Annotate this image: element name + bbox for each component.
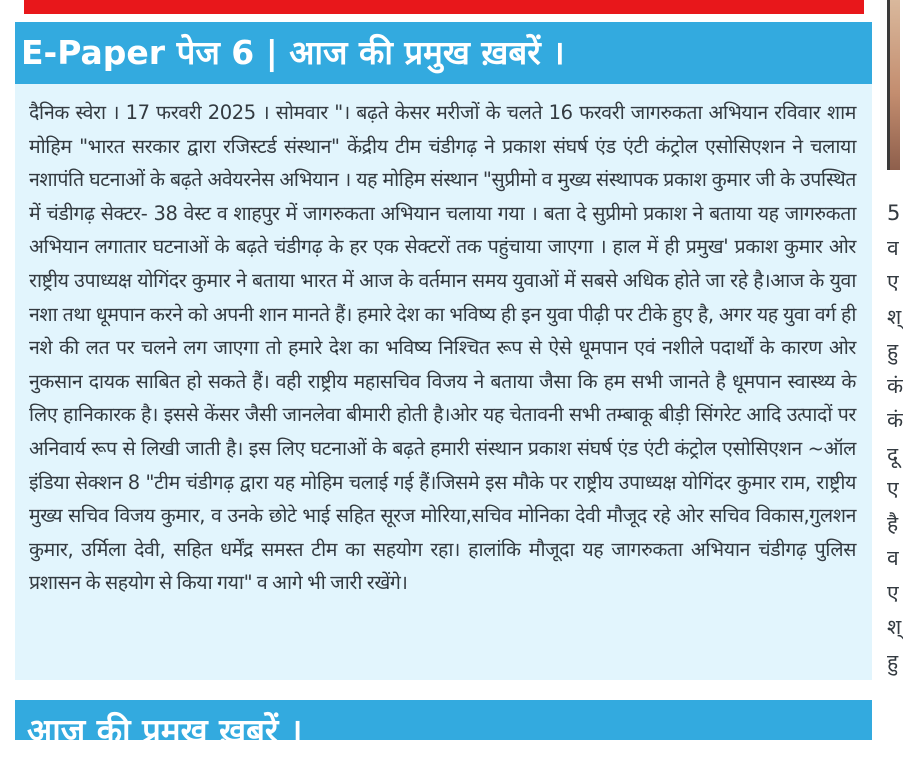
top-red-bar — [24, 0, 864, 14]
column-fragment: दू — [887, 442, 899, 467]
column-fragment: हु — [887, 649, 899, 674]
headline: E-Paper पेज 6 | आज की प्रमुख ख़बरें । — [15, 22, 872, 84]
column-fragment: ए — [887, 477, 899, 501]
column-fragment: व — [887, 235, 899, 260]
next-headline: आज की प्रमुख ख़बरें । — [15, 700, 872, 740]
column-fragment: कं — [887, 408, 903, 432]
adjacent-column — [887, 196, 903, 679]
column-fragment: हु — [887, 339, 899, 363]
column-fragment: 5 — [887, 201, 901, 225]
column-fragment: श् — [887, 304, 902, 329]
column-fragment: श् — [887, 615, 902, 639]
side-image — [887, 0, 900, 170]
column-fragment: कं — [887, 373, 903, 398]
column-fragment: ए — [887, 270, 899, 294]
article-box — [15, 84, 872, 680]
column-fragment: व — [887, 546, 899, 570]
column-fragment: ए — [887, 580, 899, 605]
column-fragment: है — [887, 511, 899, 536]
article-body: दैनिक स्वेरा । 17 फरवरी 2025 । सोमवार "। बढ़ते केसर मरीजों के चलते 16 फरवरी जागरुकता अभियान रविवार शाम मोहिम "भारत सरकार द्वारा रजिस्टर्ड संस्थान" केंद्रीय टीम चंडीगढ़ ने प्रकाश संघर्ष एंड एंटी कंट्रोल एसोसिएशन ने चलाया नशापंति घटनाओं के बढ़ते अवेयरनेस अभियान । यह मोहिम संस्थान "सुप्रीमो व मुख्य संस्थापक प्रकाश कुमार जी के उपस्थित में चंडीगढ़ सेक्टर- 38 वेस्ट व शाहपुर में जागरुकता अभियान चलाया गया । बता दे सुप्रीमो प्रकाश ने बताया यह जागरुकता अभियान लगातार घटनाओं के बढ़ते चंडीगढ़ के हर एक सेक्टरों तक पहुंचाया जाएगा । हाल में ही प्रमुख' प्रकाश कुमार ओर राष्ट्रीय उपाध्यक्ष योगिंदर कुमार ने बताया भारत में आज के वर्तमान समय युवाओं में सबसे अधिक होते जा रहे है।आज के युवा नशा तथा धूमपान करने को अपनी शान मानते हैं। हमारे देश का भविष्य ही इन युवा पीढ़ी पर टीके हुए है, अगर यह युवा वर्ग ही नशे की लत पर चलने लग जाएगा तो हमारे देश का भविष्य निश्चित रूप से ऐसे धूमपान एवं नशीले पदार्थों के कारण ओर नुकसान दायक साबित हो सकते हैं। वही राष्ट्रीय महासचिव विजय ने बताया जैसा कि हम सभी जानते है धूमपान स्वास्थ्य के लिए हानिकारक है। इससे केंसर जैसी जानलेवा बीमारी होती है।ओर यह चेतावनी सभी तम्बाकू बीड़ी सिंगरेट आदि उत्पादों पर अनिवार्य रूप से लिखी जाती है। इस लिए घटनाओं के बढ़ते हमारी संस्थान प्रकाश संघर्ष एंड एंटी कंट्रोल एसोसिएशन ~ऑल इंडिया सेक्शन 8 "टीम चंडीगढ़ द्वारा यह मोहिम चलाई गई हैं।जिसमे इस मौके पर राष्ट्रीय उपाध्यक्ष योगिंदर कुमार राम, राष्ट्रीय मुख्य सचिव विजय कुमार, व उनके छोटे भाई सहित सूरज मोरिया,सचिव मोनिका देवी मौजूद रहे ओर सचिव विकास,गुलशन कुमार, उर्मिला देवी, सहित धर्मेंद्र समस्त टीम का सहयोग रहा। हालांकि मौजूदा यह जागरुकता अभियान चंडीगढ़ पुलिस प्रशासन के सहयोग से किया गया" व आगे भी जारी रखेंगे। — [29, 101, 856, 595]
